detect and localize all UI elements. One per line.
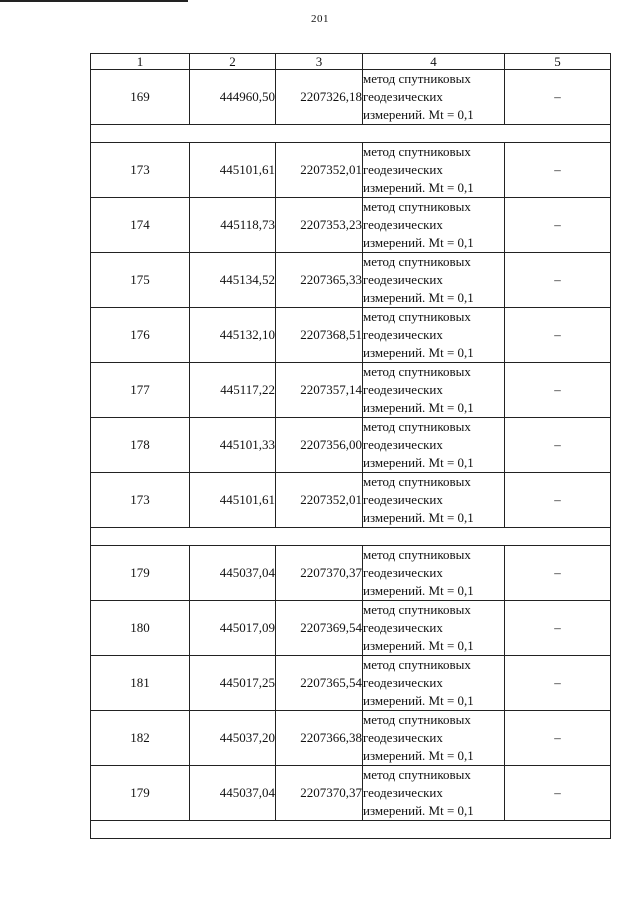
separator-cell	[91, 821, 611, 839]
method-text-line: измерений. Mt = 0,1	[363, 748, 474, 763]
method-text-line: геодезических	[363, 730, 443, 745]
accuracy-note-cell: –	[505, 198, 611, 253]
method-cell	[363, 363, 505, 418]
x-coordinate-cell: 445101,33	[190, 418, 276, 473]
accuracy-note-cell: –	[505, 70, 611, 125]
point-number-cell: 173	[91, 143, 190, 198]
table-body	[91, 70, 611, 839]
accuracy-note-cell: –	[505, 363, 611, 418]
method-text-line: измерений. Mt = 0,1	[363, 400, 474, 415]
y-coordinate-cell: 2207369,54	[276, 601, 363, 656]
y-coordinate-cell: 2207356,00	[276, 418, 363, 473]
separator-cell	[91, 125, 611, 143]
method-text-line: измерений. Mt = 0,1	[363, 107, 474, 122]
y-coordinate-cell: 2207365,33	[276, 253, 363, 308]
method-text-line: геодезических	[363, 785, 443, 800]
accuracy-note-cell: –	[505, 656, 611, 711]
accuracy-note-cell: –	[505, 473, 611, 528]
y-coordinate-cell: 2207370,37	[276, 546, 363, 601]
method-text-line: измерений. Mt = 0,1	[363, 235, 474, 250]
point-number-cell: 173	[91, 473, 190, 528]
y-coordinate-cell: 2207366,38	[276, 711, 363, 766]
y-coordinate-cell: 2207357,14	[276, 363, 363, 418]
table-row	[91, 198, 611, 253]
table-row	[91, 711, 611, 766]
y-coordinate-cell: 2207326,18	[276, 70, 363, 125]
method-text-line: измерений. Mt = 0,1	[363, 693, 474, 708]
method-text-line: измерений. Mt = 0,1	[363, 638, 474, 653]
table-row	[91, 656, 611, 711]
header-cell-5: 5	[505, 54, 611, 70]
table-row	[91, 766, 611, 821]
table-row	[91, 546, 611, 601]
method-text-line: геодезических	[363, 437, 443, 452]
method-text-line: геодезических	[363, 382, 443, 397]
method-cell	[363, 143, 505, 198]
x-coordinate-cell: 445017,09	[190, 601, 276, 656]
method-text-line: измерений. Mt = 0,1	[363, 180, 474, 195]
point-number-cell: 178	[91, 418, 190, 473]
method-text-line: измерений. Mt = 0,1	[363, 345, 474, 360]
method-text-line: геодезических	[363, 162, 443, 177]
point-number-cell: 175	[91, 253, 190, 308]
point-number-cell: 179	[91, 546, 190, 601]
method-cell	[363, 711, 505, 766]
method-cell	[363, 656, 505, 711]
x-coordinate-cell: 445037,04	[190, 546, 276, 601]
method-text-line: метод спутниковых	[363, 767, 471, 782]
x-coordinate-cell: 445037,20	[190, 711, 276, 766]
coordinates-table	[90, 53, 611, 839]
table-row	[91, 418, 611, 473]
separator-cell	[91, 528, 611, 546]
y-coordinate-cell: 2207352,01	[276, 143, 363, 198]
table-row	[91, 253, 611, 308]
method-text-line: метод спутниковых	[363, 547, 471, 562]
x-coordinate-cell: 445117,22	[190, 363, 276, 418]
contour-separator-row	[91, 821, 611, 839]
y-coordinate-cell: 2207352,01	[276, 473, 363, 528]
method-text-line: метод спутниковых	[363, 254, 471, 269]
table-row	[91, 363, 611, 418]
method-text-line: метод спутниковых	[363, 144, 471, 159]
method-cell	[363, 601, 505, 656]
method-cell	[363, 766, 505, 821]
method-text-line: метод спутниковых	[363, 474, 471, 489]
table-row	[91, 601, 611, 656]
point-number-cell: 169	[91, 70, 190, 125]
y-coordinate-cell: 2207365,54	[276, 656, 363, 711]
method-text-line: измерений. Mt = 0,1	[363, 803, 474, 818]
method-text-line: геодезических	[363, 492, 443, 507]
x-coordinate-cell: 445017,25	[190, 656, 276, 711]
header-cell-3: 3	[276, 54, 363, 70]
method-cell	[363, 308, 505, 363]
y-coordinate-cell: 2207368,51	[276, 308, 363, 363]
method-text-line: метод спутниковых	[363, 657, 471, 672]
point-number-cell: 180	[91, 601, 190, 656]
method-text-line: геодезических	[363, 89, 443, 104]
method-cell	[363, 546, 505, 601]
point-number-cell: 181	[91, 656, 190, 711]
header-cell-1: 1	[91, 54, 190, 70]
table-row	[91, 70, 611, 125]
header-row	[91, 54, 611, 70]
method-cell	[363, 198, 505, 253]
y-coordinate-cell: 2207353,23	[276, 198, 363, 253]
accuracy-note-cell: –	[505, 418, 611, 473]
method-text-line: геодезических	[363, 327, 443, 342]
x-coordinate-cell: 445037,04	[190, 766, 276, 821]
method-text-line: геодезических	[363, 620, 443, 635]
y-coordinate-cell: 2207370,37	[276, 766, 363, 821]
x-coordinate-cell: 444960,50	[190, 70, 276, 125]
method-text-line: метод спутниковых	[363, 309, 471, 324]
method-text-line: метод спутниковых	[363, 364, 471, 379]
x-coordinate-cell: 445101,61	[190, 143, 276, 198]
table-row	[91, 308, 611, 363]
x-coordinate-cell: 445134,52	[190, 253, 276, 308]
accuracy-note-cell: –	[505, 253, 611, 308]
method-text-line: метод спутниковых	[363, 419, 471, 434]
accuracy-note-cell: –	[505, 143, 611, 198]
method-text-line: измерений. Mt = 0,1	[363, 510, 474, 525]
method-cell	[363, 253, 505, 308]
x-coordinate-cell: 445132,10	[190, 308, 276, 363]
method-cell	[363, 473, 505, 528]
method-text-line: измерений. Mt = 0,1	[363, 583, 474, 598]
point-number-cell: 182	[91, 711, 190, 766]
contour-separator-row	[91, 528, 611, 546]
method-text-line: метод спутниковых	[363, 602, 471, 617]
contour-separator-row	[91, 125, 611, 143]
accuracy-note-cell: –	[505, 766, 611, 821]
point-number-cell: 177	[91, 363, 190, 418]
top-rule	[0, 0, 188, 2]
method-text-line: геодезических	[363, 272, 443, 287]
accuracy-note-cell: –	[505, 546, 611, 601]
header-cell-2: 2	[190, 54, 276, 70]
method-text-line: измерений. Mt = 0,1	[363, 290, 474, 305]
accuracy-note-cell: –	[505, 711, 611, 766]
point-number-cell: 179	[91, 766, 190, 821]
page-number: 201	[311, 13, 329, 25]
method-text-line: метод спутниковых	[363, 71, 471, 86]
accuracy-note-cell: –	[505, 601, 611, 656]
point-number-cell: 176	[91, 308, 190, 363]
method-text-line: метод спутниковых	[363, 199, 471, 214]
method-text-line: геодезических	[363, 217, 443, 232]
method-cell	[363, 70, 505, 125]
method-cell	[363, 418, 505, 473]
method-text-line: метод спутниковых	[363, 712, 471, 727]
accuracy-note-cell: –	[505, 308, 611, 363]
table-row	[91, 473, 611, 528]
table-row	[91, 143, 611, 198]
x-coordinate-cell: 445118,73	[190, 198, 276, 253]
method-text-line: измерений. Mt = 0,1	[363, 455, 474, 470]
method-text-line: геодезических	[363, 565, 443, 580]
point-number-cell: 174	[91, 198, 190, 253]
header-cell-4: 4	[363, 54, 505, 70]
method-text-line: геодезических	[363, 675, 443, 690]
x-coordinate-cell: 445101,61	[190, 473, 276, 528]
